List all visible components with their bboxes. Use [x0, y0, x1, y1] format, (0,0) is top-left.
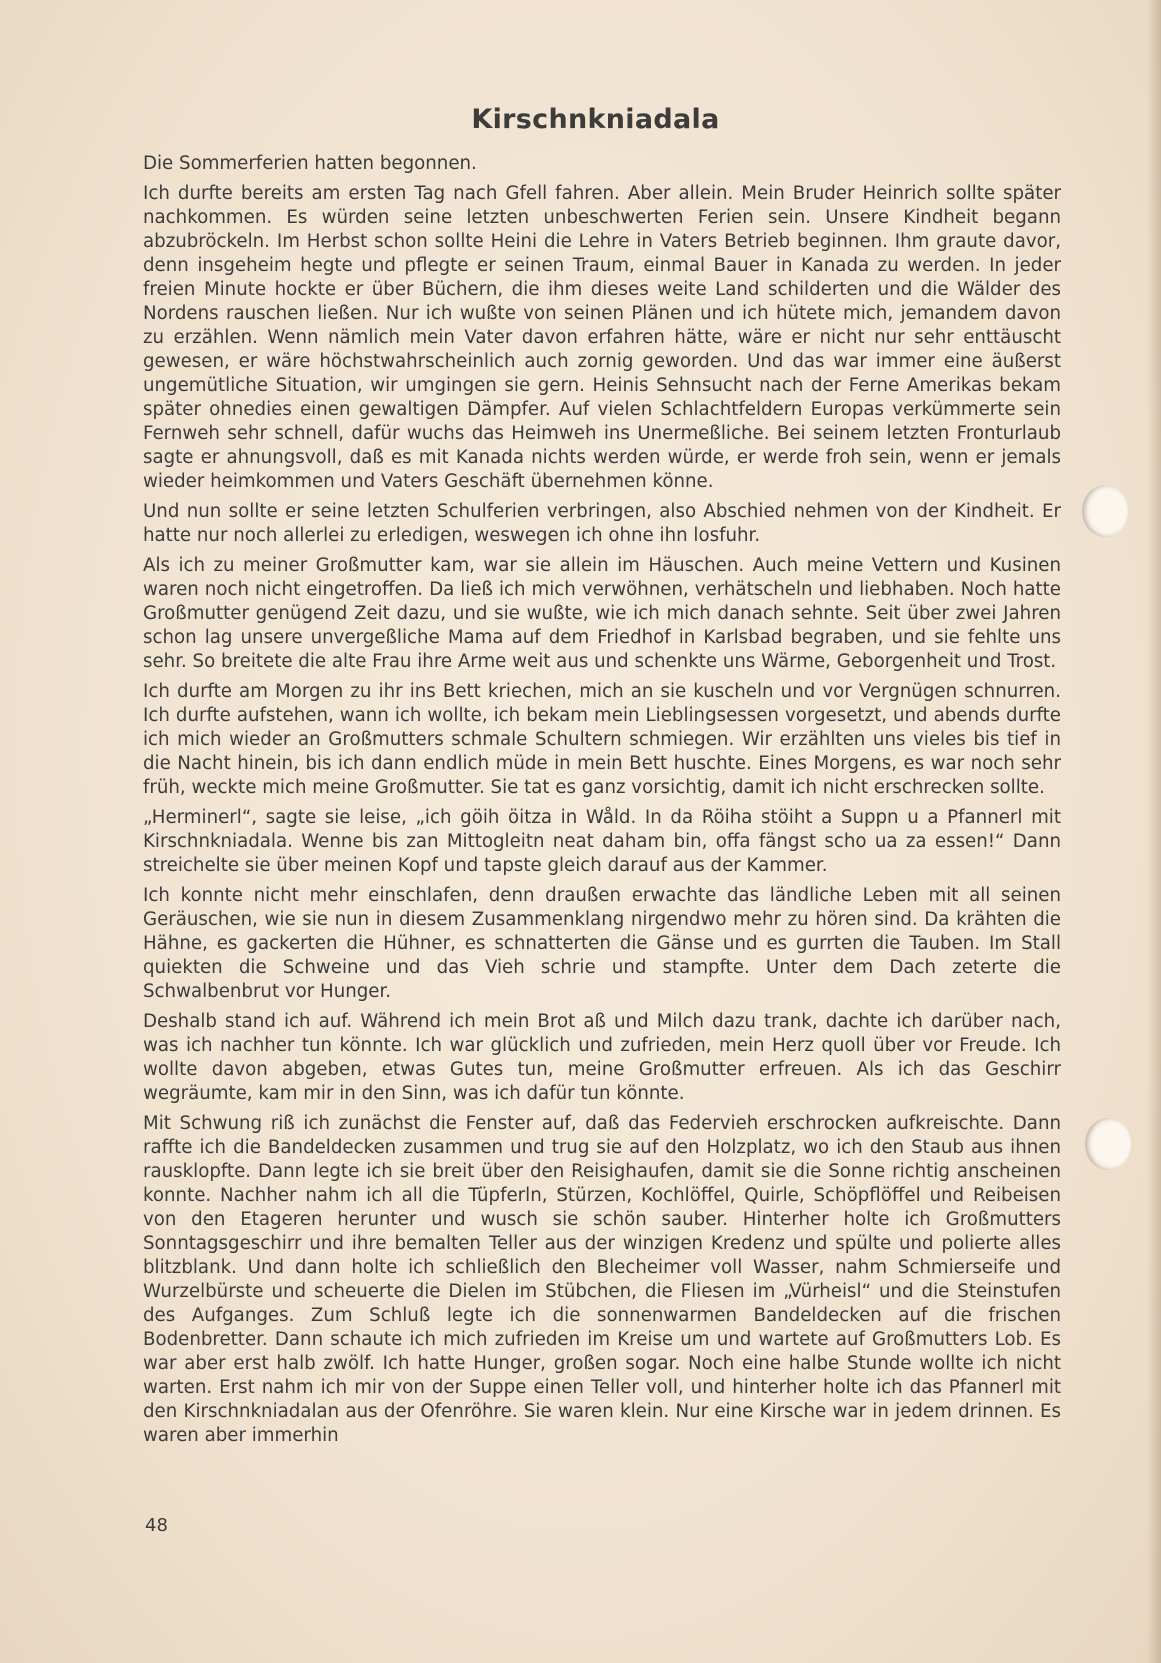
paragraph: Ich durfte bereits am ersten Tag nach Gfell fahren. Aber allein. Mein Bruder Heinrich sollte später nachkommen. Es würden seine letzten unbeschwerten Ferien sein. Unsere Kindheit begann abzubröckeln. Im Herbst schon sollte Heini die Lehre in Vaters Betrieb beginnen. Ihm graute davor, denn insgeheim hegte und pflegte er seinen Traum, einmal Bauer in Kanada zu werden. In jeder freien Minute hockte er über Büchern, die ihm dieses weite Land schilderten und die Wälder des Nordens rauschen ließen. Nur ich wußte von seinen Plänen und ich hütete mich, jemandem davon zu erzählen. Wenn nämlich mein Vater davon erfahren hätte, wäre er nicht nur sehr enttäuscht gewesen, er wäre höchstwahrscheinlich auch zornig geworden. Und das war immer eine äußerst ungemütliche Situation, wir umgingen sie gern. Heinis Sehnsucht nach der Ferne Amerikas bekam später ohnedies einen gewaltigen Dämpfer. Auf vielen Schlachtfeldern Europas verkümmerte sein Fernweh sehr schnell, dafür wuchs das Heimweh ins Unermeßliche. Bei seinem letzten Fronturlaub sagte er ahnungsvoll, daß es mit Kanada nichts werden würde, er werde froh sein, wenn er jemals wieder heimkommen und Vaters Geschäft übernehmen könne.: [143, 183, 1061, 492]
story-body: [143, 152, 1061, 1454]
paragraph: „Herminerl“, sagte sie leise, „ich göih öitza in Wåld. In da Röiha stöiht a Suppn u a Pfannerl mit Kirschnkniadala. Wenne bis zan Mittogleitn neat daham bin, offa fängst scho ua za essen!“ Dann streichelte sie über meinen Kopf und tapste gleich darauf aus der Kammer.: [143, 807, 1061, 876]
story-title: Kirschnkniadala: [471, 104, 720, 135]
page-number: 48: [145, 1515, 168, 1536]
paragraph: Deshalb stand ich auf. Während ich mein Brot aß und Milch dazu trank, dachte ich darüber nach, was ich nachher tun könnte. Ich war glücklich und zufrieden, mein Herz quoll über vor Freude. Ich wollte davon abgeben, etwas Gutes tun, meine Großmutter erfreuen. Als ich das Geschirr wegräumte, kam mir in den Sinn, was ich dafür tun könnte.: [143, 1011, 1061, 1104]
punch-hole: [1085, 1118, 1131, 1170]
paragraph: Und nun sollte er seine letzten Schulferien verbringen, also Abschied nehmen von der Kindheit. Er hatte nur noch allerlei zu erledigen, weswegen ich ohne ihn losfuhr.: [143, 501, 1061, 546]
paragraph: Mit Schwung riß ich zunächst die Fenster auf, daß das Federvieh erschrocken aufkreischte. Dann raffte ich die Bandeldecken zusammen und trug sie auf den Holzplatz, wo ich den Staub aus ihnen rausklopfte. Dann legte ich sie breit über den Reisighaufen, damit sie die Sonne richtig anscheinen konnte. Nachher nahm ich all die Tüpferln, Stürzen, Kochlöffel, Quirle, Schöpflöffel und Reibeisen von den Etageren herunter und wusch sie schön sauber. Hinterher holte ich Großmutters Sonntagsgeschirr und ihre bemalten Teller aus der winzigen Kredenz und spülte und polierte alles blitzblank. Und dann holte ich schließlich den Blecheimer voll Wasser, nahm Schmierseife und Wurzelbürste und scheuerte die Dielen im Stübchen, die Fliesen im „Vürheisl“ und die Steinstufen des Aufganges. Zum Schluß legte ich die sonnenwarmen Bandeldecken auf die frischen Bodenbretter. Dann schaute ich mich zufrieden im Kreise um und wartete auf Großmutters Lob. Es war aber erst halb zwölf. Ich hatte Hunger, großen sogar. Noch eine halbe Stunde wollte ich nicht warten. Erst nahm ich mir von der Suppe einen Teller voll, und hinterher holte ich das Pfannerl mit den Kirschnkniadalan aus der Ofenröhre. Sie waren klein. Nur eine Kirsche war in jedem drinnen. Es waren aber immerhin: [143, 1113, 1061, 1446]
paragraph: Ich konnte nicht mehr einschlafen, denn draußen erwachte das ländliche Leben mit all seinen Geräuschen, wie sie nun in diesem Zusammenklang nirgendwo mehr zu hören sind. Da krähten die Hähne, es gackerten die Hühner, es schnatterten die Gänse und es gurrten die Tauben. Im Stall quiekten die Schweine und das Vieh schrie und stampfte. Unter dem Dach zeterte die Schwalbenbrut vor Hunger.: [143, 885, 1061, 1002]
paragraph: Die Sommerferien hatten begonnen.: [143, 153, 477, 174]
punch-hole: [1082, 485, 1128, 537]
paragraph: Ich durfte am Morgen zu ihr ins Bett kriechen, mich an sie kuscheln und vor Vergnügen schnurren. Ich durfte aufstehen, wann ich wollte, ich bekam mein Lieblingsessen vorgesetzt, und abends durfte ich mich wieder an Großmutters schmale Schultern schmiegen. Wir erzählten uns vieles bis tief in die Nacht hinein, bis ich dann endlich müde in mein Bett huschte. Eines Morgens, es war noch sehr früh, weckte mich meine Großmutter. Sie tat es ganz vorsichtig, damit ich nicht erschrecken sollte.: [143, 681, 1061, 798]
paragraph: Als ich zu meiner Großmutter kam, war sie allein im Häuschen. Auch meine Vettern und Kusinen waren noch nicht eingetroffen. Da ließ ich mich verwöhnen, verhätscheln und liebhaben. Noch hatte Großmutter genügend Zeit dazu, und sie wußte, wie ich mich danach sehnte. Seit über zwei Jahren schon lag unsere unvergeßliche Mama auf dem Friedhof in Karlsbad begraben, und sie fehlte uns sehr. So breitete die alte Frau ihre Arme weit aus und schenkte uns Wärme, Geborgenheit und Trost.: [143, 555, 1061, 672]
